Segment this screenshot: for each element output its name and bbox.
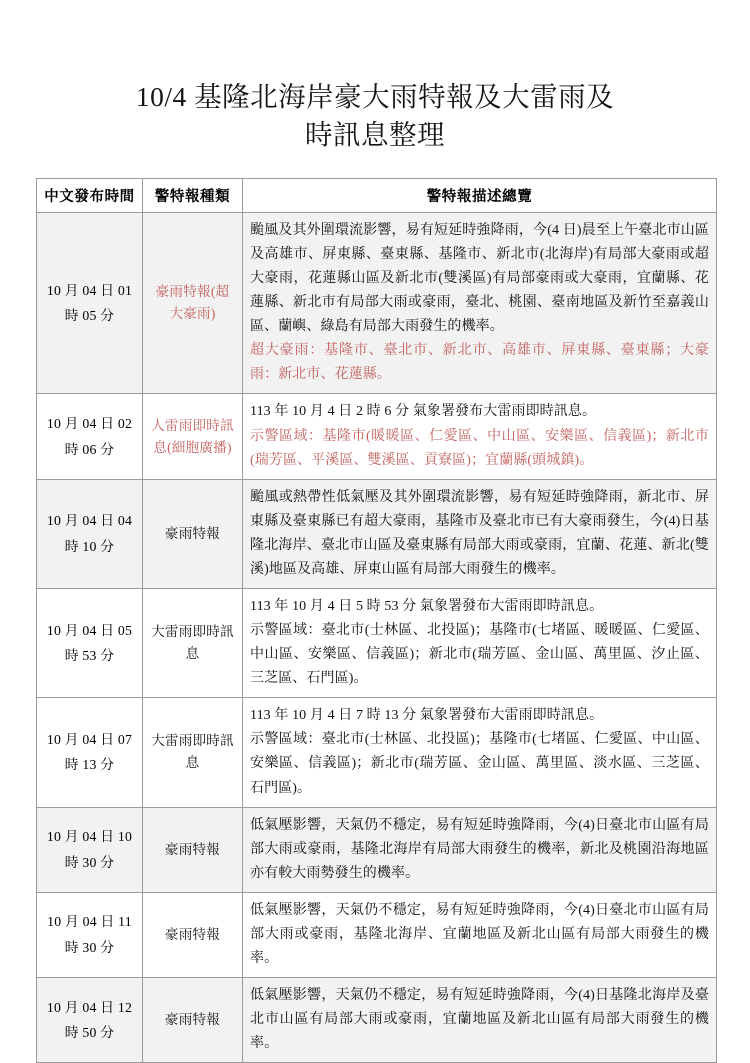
cell-alert-description — [243, 212, 717, 394]
description-paragraph: 颱風及其外圍環流影響，易有短延時強降雨，今(4 日)晨至上午臺北市山區及高雄市、屏東縣、臺東縣、基隆市、新北市(北海岸)有局部大豪雨或超大豪雨，花蓮縣山區及新北市(雙溪區)有局部豪雨或大豪雨，宜蘭縣、花蓮縣、新北市有局部大雨或豪雨，臺北、桃園、臺南地區及新竹至嘉義山區、蘭嶼、綠島有局部大雨發生的機率。 — [250, 222, 709, 335]
description-paragraph: 113 年 10 月 4 日 7 時 13 分 氣象署發布大雷雨即時訊息。 — [250, 708, 604, 724]
cell-publish-time: 10 月 04 日 02 時 06 分 — [37, 394, 143, 479]
cell-publish-time: 10 月 04 日 05 時 53 分 — [37, 588, 143, 697]
column-header-type: 警特報種類 — [143, 178, 243, 212]
description-paragraph: 颱風或熱帶性低氣壓及其外圍環流影響，易有短延時強降雨，新北市、屏東縣及臺東縣已有超大豪雨，基隆市及臺北市已有大豪雨發生，今(4)日基隆北海岸、臺北市山區及臺東縣有局部大雨或豪雨，宜蘭、花蓮、新北(雙溪)地區及高雄、屏東山區有局部大雨發生的機率。 — [250, 489, 709, 577]
weather-alert-table — [36, 178, 717, 1063]
cell-alert-type: 大雷雨即時訊息 — [143, 588, 243, 697]
report-table-container — [0, 178, 750, 1063]
description-paragraph: 低氣壓影響，天氣仍不穩定，易有短延時強降雨，今(4)日臺北市山區有局部大雨或豪雨，基隆北海岸、宜蘭地區及新北山區有局部大雨發生的機率。 — [250, 902, 709, 966]
column-header-description: 警特報描述總覽 — [243, 178, 717, 212]
cell-alert-type: 豪雨特報 — [143, 807, 243, 892]
cell-alert-type: 豪雨特報 — [143, 978, 243, 1063]
table-row — [37, 212, 717, 394]
description-paragraph: 低氣壓影響，天氣仍不穩定，易有短延時強降雨，今(4)日基隆北海岸及臺北市山區有局部大雨或豪雨，宜蘭地區及新北山區有局部大雨發生的機率。 — [250, 988, 709, 1052]
cell-alert-type: 大雷雨即時訊息 — [143, 698, 243, 807]
description-paragraph: 113 年 10 月 4 日 2 時 6 分 氣象署發布大雷雨即時訊息。 — [250, 404, 597, 420]
cell-alert-type: 豪雨特報(超大豪雨) — [143, 212, 243, 394]
cell-alert-description — [243, 807, 717, 892]
cell-publish-time: 10 月 04 日 10 時 30 分 — [37, 807, 143, 892]
column-header-time: 中文發布時間 — [37, 178, 143, 212]
table-row — [37, 479, 717, 588]
cell-alert-description — [243, 698, 717, 807]
cell-publish-time: 10 月 04 日 01 時 05 分 — [37, 212, 143, 394]
table-header — [37, 178, 717, 212]
table-row — [37, 394, 717, 479]
description-paragraph: 超大豪雨：基隆市、臺北市、新北市、高雄市、屏東縣、臺東縣；大豪雨：新北市、花蓮縣。 — [250, 343, 709, 383]
page-title-line-2: 時訊息整理 — [305, 118, 445, 150]
cell-alert-description — [243, 588, 717, 697]
cell-publish-time: 10 月 04 日 12 時 50 分 — [37, 978, 143, 1063]
description-paragraph: 113 年 10 月 4 日 5 時 53 分 氣象署發布大雷雨即時訊息。 — [250, 598, 604, 614]
page-title-line-1: 10/4 基隆北海岸豪大雨特報及大雷雨及 — [135, 81, 615, 112]
cell-alert-type: 人雷雨即時訊息(細胞廣播) — [143, 394, 243, 479]
cell-alert-description — [243, 978, 717, 1063]
description-paragraph: 示警區域：臺北市(士林區、北投區)；基隆市(七堵區、暖暖區、仁愛區、中山區、安樂區、信義區)；新北市(瑞芳區、金山區、萬里區、汐止區、三芝區、石門區)。 — [250, 623, 709, 687]
cell-alert-type: 豪雨特報 — [143, 479, 243, 588]
page-title — [0, 0, 750, 154]
description-paragraph: 示警區域：臺北市(士林區、北投區)；基隆市(七堵區、仁愛區、中山區、安樂區、信義區)；新北市(瑞芳區、金山區、萬里區、淡水區、三芝區、石門區)。 — [250, 732, 709, 796]
cell-publish-time: 10 月 04 日 04 時 10 分 — [37, 479, 143, 588]
cell-publish-time: 10 月 04 日 07 時 13 分 — [37, 698, 143, 807]
table-row — [37, 588, 717, 697]
cell-alert-description — [243, 892, 717, 977]
cell-publish-time: 10 月 04 日 11 時 30 分 — [37, 892, 143, 977]
table-row — [37, 892, 717, 977]
table-row — [37, 807, 717, 892]
description-paragraph: 示警區域：基隆市(暖暖區、仁愛區、中山區、安樂區、信義區)；新北市(瑞芳區、平溪區、雙溪區、貢寮區)；宜蘭縣(頭城鎮)。 — [250, 428, 709, 468]
table-row — [37, 698, 717, 807]
cell-alert-type: 豪雨特報 — [143, 892, 243, 977]
table-row — [37, 978, 717, 1063]
cell-alert-description — [243, 479, 717, 588]
table-header-row — [37, 178, 717, 212]
cell-alert-description — [243, 394, 717, 479]
table-body — [37, 212, 717, 1062]
description-paragraph: 低氣壓影響，天氣仍不穩定，易有短延時強降雨，今(4)日臺北市山區有局部大雨或豪雨，基隆北海岸有局部大雨發生的機率，新北及桃園沿海地區亦有較大雨勢發生的機率。 — [250, 817, 709, 881]
